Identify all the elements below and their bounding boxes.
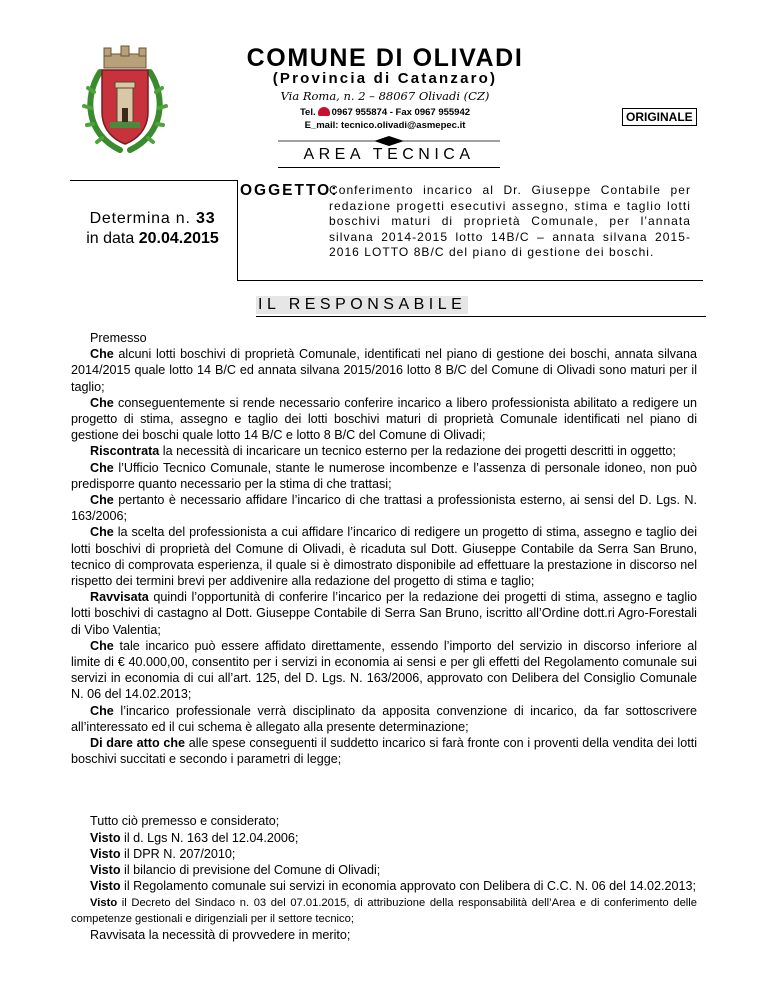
paragraph-keyword: Che xyxy=(90,460,114,475)
phone-label: Tel. xyxy=(299,107,316,118)
paragraph-text: Ravvisata la necessità di provvedere in merito; xyxy=(90,927,351,942)
box-bottom-rule xyxy=(237,280,703,281)
originale-badge: ORIGINALE xyxy=(622,108,697,126)
paragraph xyxy=(71,346,697,395)
paragraph-text: tale incarico può essere affidato direttamente, essendo l’importo del servizio in discorso inferiore al limite di € 40.000,00, consentito per i servizi in economia ai sensi e per gli effetti del Regolamento comunale sui servizi in economia di cui all’art. 125, del D. Lgs. N. 163/2006, approvato con Delibera del Consiglio Comunale N. 06 del 14.02.2013; xyxy=(71,638,697,702)
oggetto-label: OGGETTO: xyxy=(240,182,339,199)
paragraph-keyword: Che xyxy=(90,347,114,362)
oggetto-text: Conferimento incarico al Dr. Giuseppe Contabile per redazione progetti esecutivi assegno, stima e taglio lotti boschivi maturi di proprietà Comunale, per l’annata silvana 2014-2015 lotto 14B/C – annata silvana 2015-2016 LOTTO 8B/C del piano di gestione dei boschi. xyxy=(329,183,691,260)
paragraph-keyword: Che xyxy=(90,703,114,718)
paragraph-keyword: Visto xyxy=(90,879,121,894)
paragraph-text: l’Ufficio Tecnico Comunale, stante le numerose incombenze e l’assenza di personale idoneo, non può predisporre quanto necessario per la stima di che trattasi; xyxy=(71,460,697,491)
paragraph xyxy=(71,830,697,846)
paragraph-keyword: Di dare atto che xyxy=(90,736,186,751)
paragraph xyxy=(71,638,697,703)
paragraph xyxy=(71,443,697,459)
paragraph-text: il DPR N. 207/2010; xyxy=(120,846,236,861)
paragraph xyxy=(71,927,697,943)
paragraph-text: Premesso xyxy=(90,331,147,345)
paragraph-keyword: Visto xyxy=(90,863,121,878)
paragraph-keyword: Visto xyxy=(90,846,121,861)
paragraph xyxy=(71,589,697,638)
paragraph-keyword: Che xyxy=(90,525,114,540)
paragraph-text: il Regolamento comunale sui servizi in economia approvato con Delibera di C.C. N. 06 del 14.02.2013; xyxy=(120,879,696,894)
section-gap xyxy=(71,767,697,813)
paragraph-keyword: Visto xyxy=(90,830,121,845)
paragraph-text: alcuni lotti boschivi di proprietà Comunale, identificati nel piano di gestione dei boschi, annata silvana 2014/2015 quale lotto 14 B/C ed annata silvana 2015/2016 lotto 8 B/C del Comune di Olivadi sono maturi per il taglio; xyxy=(71,347,697,394)
paragraph-text: Tutto ciò premesso e considerato; xyxy=(90,814,280,829)
body-text xyxy=(71,330,697,943)
determina-date: in data 20.04.2015 xyxy=(86,230,219,247)
paragraph-text: quindi l’opportunità di conferire l’incarico per la redazione dei progetti di stima, assegno e taglio lotti boschivi di castagno al Dott. Giuseppe Contabile di Serra San Bruno, iscritto all’Ordine dott.ri Agro-Forestali di Vibo Valentia; xyxy=(71,590,697,637)
paragraph xyxy=(71,524,697,589)
premesse-section xyxy=(71,330,697,767)
paragraph xyxy=(71,703,697,735)
paragraph xyxy=(71,878,697,894)
telephone-icon xyxy=(318,107,330,116)
paragraph-text: il bilancio di previsione del Comune di Olivadi; xyxy=(120,863,381,878)
paragraph-text: alle spese conseguenti il suddetto incarico si farà fronte con i proventi della vendita dei lotti boschivi succitati e secondo i parametri di legge; xyxy=(71,736,697,767)
phone-numbers: 0967 955874 - Fax 0967 955942 xyxy=(331,107,471,118)
email-line: E_mail: tecnico.olivadi@asmepec.it xyxy=(304,120,466,131)
visto-section xyxy=(71,813,697,943)
paragraph-text: la scelta del professionista a cui affidare l’incarico di redigere un progetto di stima, assegno e taglio dei lotti boschivi di proprietà del Comune di Olivadi, è ricaduta sul Dott. Giuseppe Contabile da Serra San Bruno, tecnico di comprovata esperienza, il quale si è dimostrato disponibile ad effettuare la prestazione in discorso nel rispetto dei termini brevi per addivenire alla redazione del progetto di stima e taglio; xyxy=(71,525,697,589)
paragraph-keyword: Visto xyxy=(90,896,118,909)
responsabile-underline xyxy=(256,316,706,317)
paragraph xyxy=(71,492,697,524)
paragraph-keyword: Che xyxy=(90,395,114,410)
paragraph-text: pertanto è necessario affidare l’incarico di che trattasi a professionista esterno, ai sensi del D. Lgs. N. 163/2006; xyxy=(71,493,697,524)
paragraph xyxy=(71,895,697,927)
comune-title: COMUNE DI OLIVADI xyxy=(246,44,524,72)
determina-number: Determina n. 33 xyxy=(89,210,216,227)
paragraph-keyword: Riscontrata xyxy=(90,444,160,459)
paragraph-text: il d. Lgs N. 163 del 12.04.2006; xyxy=(120,830,299,845)
paragraph-keyword: Che xyxy=(90,638,114,653)
paragraph xyxy=(71,735,697,767)
municipal-crest-icon xyxy=(80,42,170,157)
paragraph-text: l’incarico professionale verrà disciplinato da apposita convenzione di incarico, da far sottoscrivere all’interessato ed il cui schema è allegato alla presente determinazione; xyxy=(71,703,697,734)
paragraph xyxy=(71,862,697,878)
box-top-rule xyxy=(70,180,238,181)
area-underline xyxy=(278,167,500,168)
responsabile-heading: IL RESPONSABILE xyxy=(258,296,467,313)
paragraph xyxy=(71,460,697,492)
box-vertical-rule xyxy=(237,180,238,281)
paragraph xyxy=(71,813,697,829)
paragraph xyxy=(71,395,697,444)
address-line: Via Roma, n. 2 – 88067 Olivadi (CZ) xyxy=(280,89,490,103)
paragraph xyxy=(71,846,697,862)
area-tecnica-heading: AREA TECNICA xyxy=(303,146,475,163)
paragraph xyxy=(71,330,697,346)
paragraph-keyword: Che xyxy=(90,493,114,508)
paragraph-keyword: Ravvisata xyxy=(90,590,149,605)
paragraph-text: il Decreto del Sindaco n. 03 del 07.01.2015, di attribuzione della responsabilità dell’Area e di conferimento delle competenze gestionali e dirigenziali per il settore tecnico; xyxy=(71,896,697,925)
phone-line xyxy=(200,107,570,118)
provincia-subtitle: (Provincia di Catanzaro) xyxy=(272,70,498,87)
paragraph-text: conseguentemente si rende necessario conferire incarico a libero professionista abilitato a redigere un progetto di stima, assegno e taglio dei lotti boschivi maturi di proprietà Comunale identificati nel piano di gestione dei boschi quale lotto 14 B/C e lotto 8 B/C del Comune di Olivadi; xyxy=(71,395,697,443)
paragraph-text: la necessità di incaricare un tecnico esterno per la redazione dei progetti descritti in oggetto; xyxy=(159,444,676,459)
